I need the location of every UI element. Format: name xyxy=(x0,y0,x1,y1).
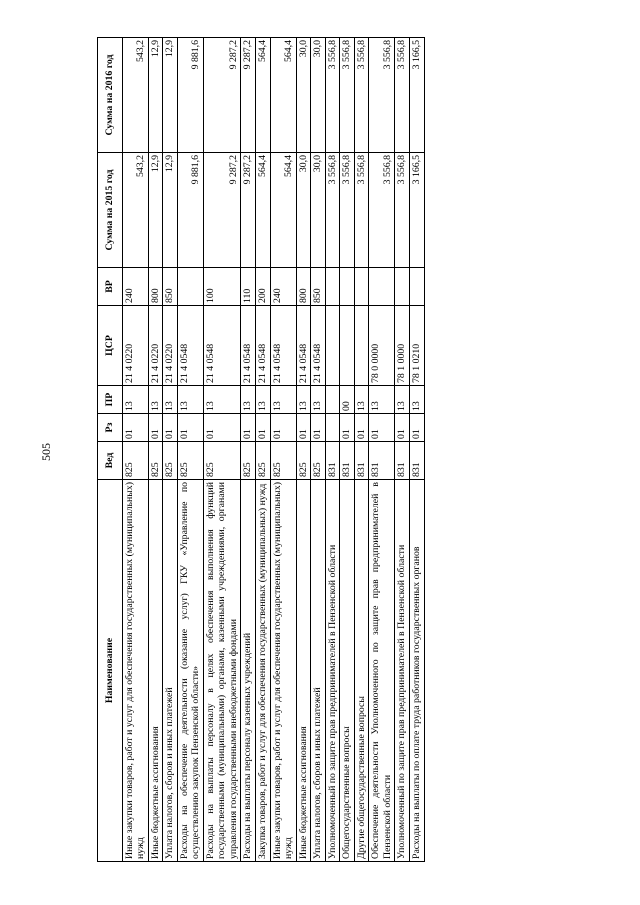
table-cell-ved: 831 xyxy=(325,442,340,480)
table-cell-csr: 21 4 0548 xyxy=(241,306,256,386)
table-cell-pr: 13 xyxy=(311,386,326,414)
table-row xyxy=(163,38,178,862)
table-cell-sum-2015: 3 556,8 xyxy=(369,153,395,268)
table-cell-vr: 240 xyxy=(270,268,296,306)
table-cell-csr: 78 0 0000 xyxy=(369,306,395,386)
table-cell-sum-2016: 3 166,5 xyxy=(410,38,425,153)
table-cell-sum-2016: 30,0 xyxy=(311,38,326,153)
table-cell-rz: 01 xyxy=(354,414,369,442)
table-cell-vr xyxy=(410,268,425,306)
table-cell-name: Другие общегосударственные вопросы xyxy=(354,480,369,862)
table-cell-name: Расходы на выплаты по оплате труда работников государственных органов xyxy=(410,480,425,862)
table-cell-name: Иные бюджетные ассигнования xyxy=(148,480,163,862)
table-row xyxy=(296,38,311,862)
table-cell-sum-2016: 12,9 xyxy=(163,38,178,153)
table-row xyxy=(148,38,163,862)
table-cell-sum-2016: 564,4 xyxy=(270,38,296,153)
table-cell-name: Закупка товаров, работ и услуг для обеспечения государственных (муниципальных) нужд xyxy=(256,480,271,862)
table-cell-ved: 831 xyxy=(354,442,369,480)
table-cell-pr: 13 xyxy=(148,386,163,414)
table-cell-ved: 831 xyxy=(395,442,410,480)
table-cell-sum-2015: 543,2 xyxy=(122,153,148,268)
table-cell-vr xyxy=(340,268,355,306)
table-cell-pr: 13 xyxy=(163,386,178,414)
table-cell-rz: 01 xyxy=(296,414,311,442)
table-cell-ved: 825 xyxy=(270,442,296,480)
table-cell-sum-2016: 543,2 xyxy=(122,38,148,153)
table-cell-pr: 13 xyxy=(395,386,410,414)
table-cell-ved: 825 xyxy=(241,442,256,480)
table-cell-pr: 13 xyxy=(354,386,369,414)
table-cell-vr xyxy=(177,268,203,306)
table-row xyxy=(177,38,203,862)
table-cell-sum-2015: 3 556,8 xyxy=(395,153,410,268)
table-cell-ved: 825 xyxy=(256,442,271,480)
table-row xyxy=(410,38,425,862)
table-cell-sum-2016: 9 881,6 xyxy=(177,38,203,153)
table-cell-rz: 01 xyxy=(395,414,410,442)
table-cell-vr xyxy=(325,268,340,306)
table-cell-ved: 825 xyxy=(177,442,203,480)
table-cell-sum-2015: 3 556,8 xyxy=(354,153,369,268)
header-csr: ЦСР xyxy=(98,306,123,386)
table-cell-rz: 01 xyxy=(122,414,148,442)
table-cell-name: Уплата налогов, сборов и иных платежей xyxy=(163,480,178,862)
table-cell-rz: 01 xyxy=(369,414,395,442)
table-cell-vr: 110 xyxy=(241,268,256,306)
table-row xyxy=(203,38,241,862)
table-cell-rz: 01 xyxy=(311,414,326,442)
header-name: Наименование xyxy=(98,480,123,862)
table-cell-name: Расходы на обеспечение деятельности (оказание услуг) ГКУ «Управление по осуществлению закупок Пензенской области» xyxy=(177,480,203,862)
table-cell-sum-2015: 564,4 xyxy=(256,153,271,268)
table-cell-sum-2016: 3 556,8 xyxy=(354,38,369,153)
table-cell-name: Уплата налогов, сборов и иных платежей xyxy=(311,480,326,862)
table-row xyxy=(256,38,271,862)
table-cell-csr: 21 4 0548 xyxy=(177,306,203,386)
table-cell-csr: 21 4 0548 xyxy=(296,306,311,386)
table-cell-sum-2016: 3 556,8 xyxy=(369,38,395,153)
table-cell-rz: 01 xyxy=(177,414,203,442)
table-row xyxy=(340,38,355,862)
table-cell-rz xyxy=(325,414,340,442)
table-cell-sum-2016: 564,4 xyxy=(256,38,271,153)
header-sum-2016: Сумма на 2016 год xyxy=(98,38,123,153)
table-cell-ved: 825 xyxy=(296,442,311,480)
table-cell-pr: 13 xyxy=(296,386,311,414)
table-cell-rz: 01 xyxy=(241,414,256,442)
table-cell-csr xyxy=(340,306,355,386)
table-cell-csr: 21 4 0220 xyxy=(148,306,163,386)
table-row xyxy=(270,38,296,862)
table-cell-ved: 825 xyxy=(311,442,326,480)
table-row xyxy=(241,38,256,862)
header-sum-2015: Сумма на 2015 год xyxy=(98,153,123,268)
table-cell-ved: 825 xyxy=(122,442,148,480)
table-cell-pr xyxy=(325,386,340,414)
header-pr: ПР xyxy=(98,386,123,414)
table-cell-csr: 21 4 0220 xyxy=(163,306,178,386)
header-vr: ВР xyxy=(98,268,123,306)
table-cell-pr: 13 xyxy=(369,386,395,414)
table-cell-vr xyxy=(354,268,369,306)
table-cell-csr xyxy=(325,306,340,386)
table-cell-ved: 831 xyxy=(369,442,395,480)
table-row xyxy=(325,38,340,862)
table-cell-name: Иные закупки товаров, работ и услуг для обеспечения государственных (муниципальных) нужд xyxy=(122,480,148,862)
table-cell-csr: 78 1 0000 xyxy=(395,306,410,386)
table-cell-pr: 13 xyxy=(241,386,256,414)
header-ved: Вед xyxy=(98,442,123,480)
table-cell-sum-2015: 3 556,8 xyxy=(325,153,340,268)
table-cell-rz: 01 xyxy=(410,414,425,442)
table-cell-sum-2015: 12,9 xyxy=(163,153,178,268)
table-cell-vr: 850 xyxy=(311,268,326,306)
budget-table-container xyxy=(97,38,517,862)
table-cell-sum-2015: 9 287,2 xyxy=(203,153,241,268)
table-cell-pr: 13 xyxy=(122,386,148,414)
table-row xyxy=(122,38,148,862)
table-cell-sum-2016: 9 287,2 xyxy=(241,38,256,153)
table-cell-csr: 78 1 0210 xyxy=(410,306,425,386)
budget-table xyxy=(97,37,425,862)
table-cell-name: Уполномоченный по защите прав предпринимателей в Пензенской области xyxy=(395,480,410,862)
table-cell-rz: 01 xyxy=(270,414,296,442)
table-cell-csr: 21 4 0548 xyxy=(270,306,296,386)
table-cell-pr: 13 xyxy=(410,386,425,414)
table-cell-pr: 13 xyxy=(270,386,296,414)
table-cell-csr: 21 4 0220 xyxy=(122,306,148,386)
table-cell-sum-2016: 3 556,8 xyxy=(325,38,340,153)
table-cell-name: Расходы на выплаты персоналу казенных учреждений xyxy=(241,480,256,862)
table-cell-rz: 01 xyxy=(148,414,163,442)
table-cell-vr: 800 xyxy=(148,268,163,306)
table-cell-name: Иные бюджетные ассигнования xyxy=(296,480,311,862)
table-cell-ved: 831 xyxy=(410,442,425,480)
table-cell-vr xyxy=(395,268,410,306)
table-cell-sum-2016: 3 556,8 xyxy=(395,38,410,153)
page-number: 505 xyxy=(39,443,53,461)
table-cell-sum-2015: 30,0 xyxy=(296,153,311,268)
table-cell-ved: 825 xyxy=(163,442,178,480)
table-cell-name: Общегосударственные вопросы xyxy=(340,480,355,862)
table-cell-sum-2016: 12,9 xyxy=(148,38,163,153)
table-cell-csr: 21 4 0548 xyxy=(203,306,241,386)
table-cell-rz: 01 xyxy=(256,414,271,442)
table-cell-ved: 825 xyxy=(203,442,241,480)
table-cell-pr: 00 xyxy=(340,386,355,414)
table-row xyxy=(395,38,410,862)
table-cell-sum-2015: 564,4 xyxy=(270,153,296,268)
table-cell-rz: 01 xyxy=(203,414,241,442)
table-cell-rz: 01 xyxy=(163,414,178,442)
table-cell-sum-2016: 3 556,8 xyxy=(340,38,355,153)
table-cell-sum-2016: 30,0 xyxy=(296,38,311,153)
table-cell-sum-2015: 9 287,2 xyxy=(241,153,256,268)
table-cell-vr xyxy=(369,268,395,306)
table-cell-sum-2015: 3 556,8 xyxy=(340,153,355,268)
table-cell-vr: 200 xyxy=(256,268,271,306)
table-cell-sum-2015: 30,0 xyxy=(311,153,326,268)
header-rz: Рз xyxy=(98,414,123,442)
table-cell-pr: 13 xyxy=(177,386,203,414)
table-cell-pr: 13 xyxy=(203,386,241,414)
table-cell-sum-2015: 3 166,5 xyxy=(410,153,425,268)
table-cell-sum-2016: 9 287,2 xyxy=(203,38,241,153)
table-cell-name: Иные закупки товаров, работ и услуг для обеспечения государственных (муниципальных) нужд xyxy=(270,480,296,862)
table-cell-name: Уполномоченный по защите прав предпринимателей в Пензенской области xyxy=(325,480,340,862)
table-row xyxy=(369,38,395,862)
table-body xyxy=(122,38,424,862)
table-cell-sum-2015: 12,9 xyxy=(148,153,163,268)
table-cell-pr: 13 xyxy=(256,386,271,414)
table-cell-vr: 800 xyxy=(296,268,311,306)
table-cell-ved: 831 xyxy=(340,442,355,480)
table-cell-name: Расходы на выплаты персоналу в целях обеспечения выполнения функций государственными (муниципальными) органами, казенными учреждениями, органами управления государственными внебюджетными фондами xyxy=(203,480,241,862)
table-cell-vr: 100 xyxy=(203,268,241,306)
table-cell-name: Обеспечение деятельности Уполномоченного по защите прав предпринимателей в Пензенской области xyxy=(369,480,395,862)
table-cell-vr: 850 xyxy=(163,268,178,306)
table-cell-csr: 21 4 0548 xyxy=(256,306,271,386)
table-row xyxy=(311,38,326,862)
table-cell-ved: 825 xyxy=(148,442,163,480)
table-cell-csr xyxy=(354,306,369,386)
header-row xyxy=(98,38,123,862)
table-row xyxy=(354,38,369,862)
table-cell-vr: 240 xyxy=(122,268,148,306)
table-cell-sum-2015: 9 881,6 xyxy=(177,153,203,268)
table-cell-rz: 01 xyxy=(340,414,355,442)
table-cell-csr: 21 4 0548 xyxy=(311,306,326,386)
